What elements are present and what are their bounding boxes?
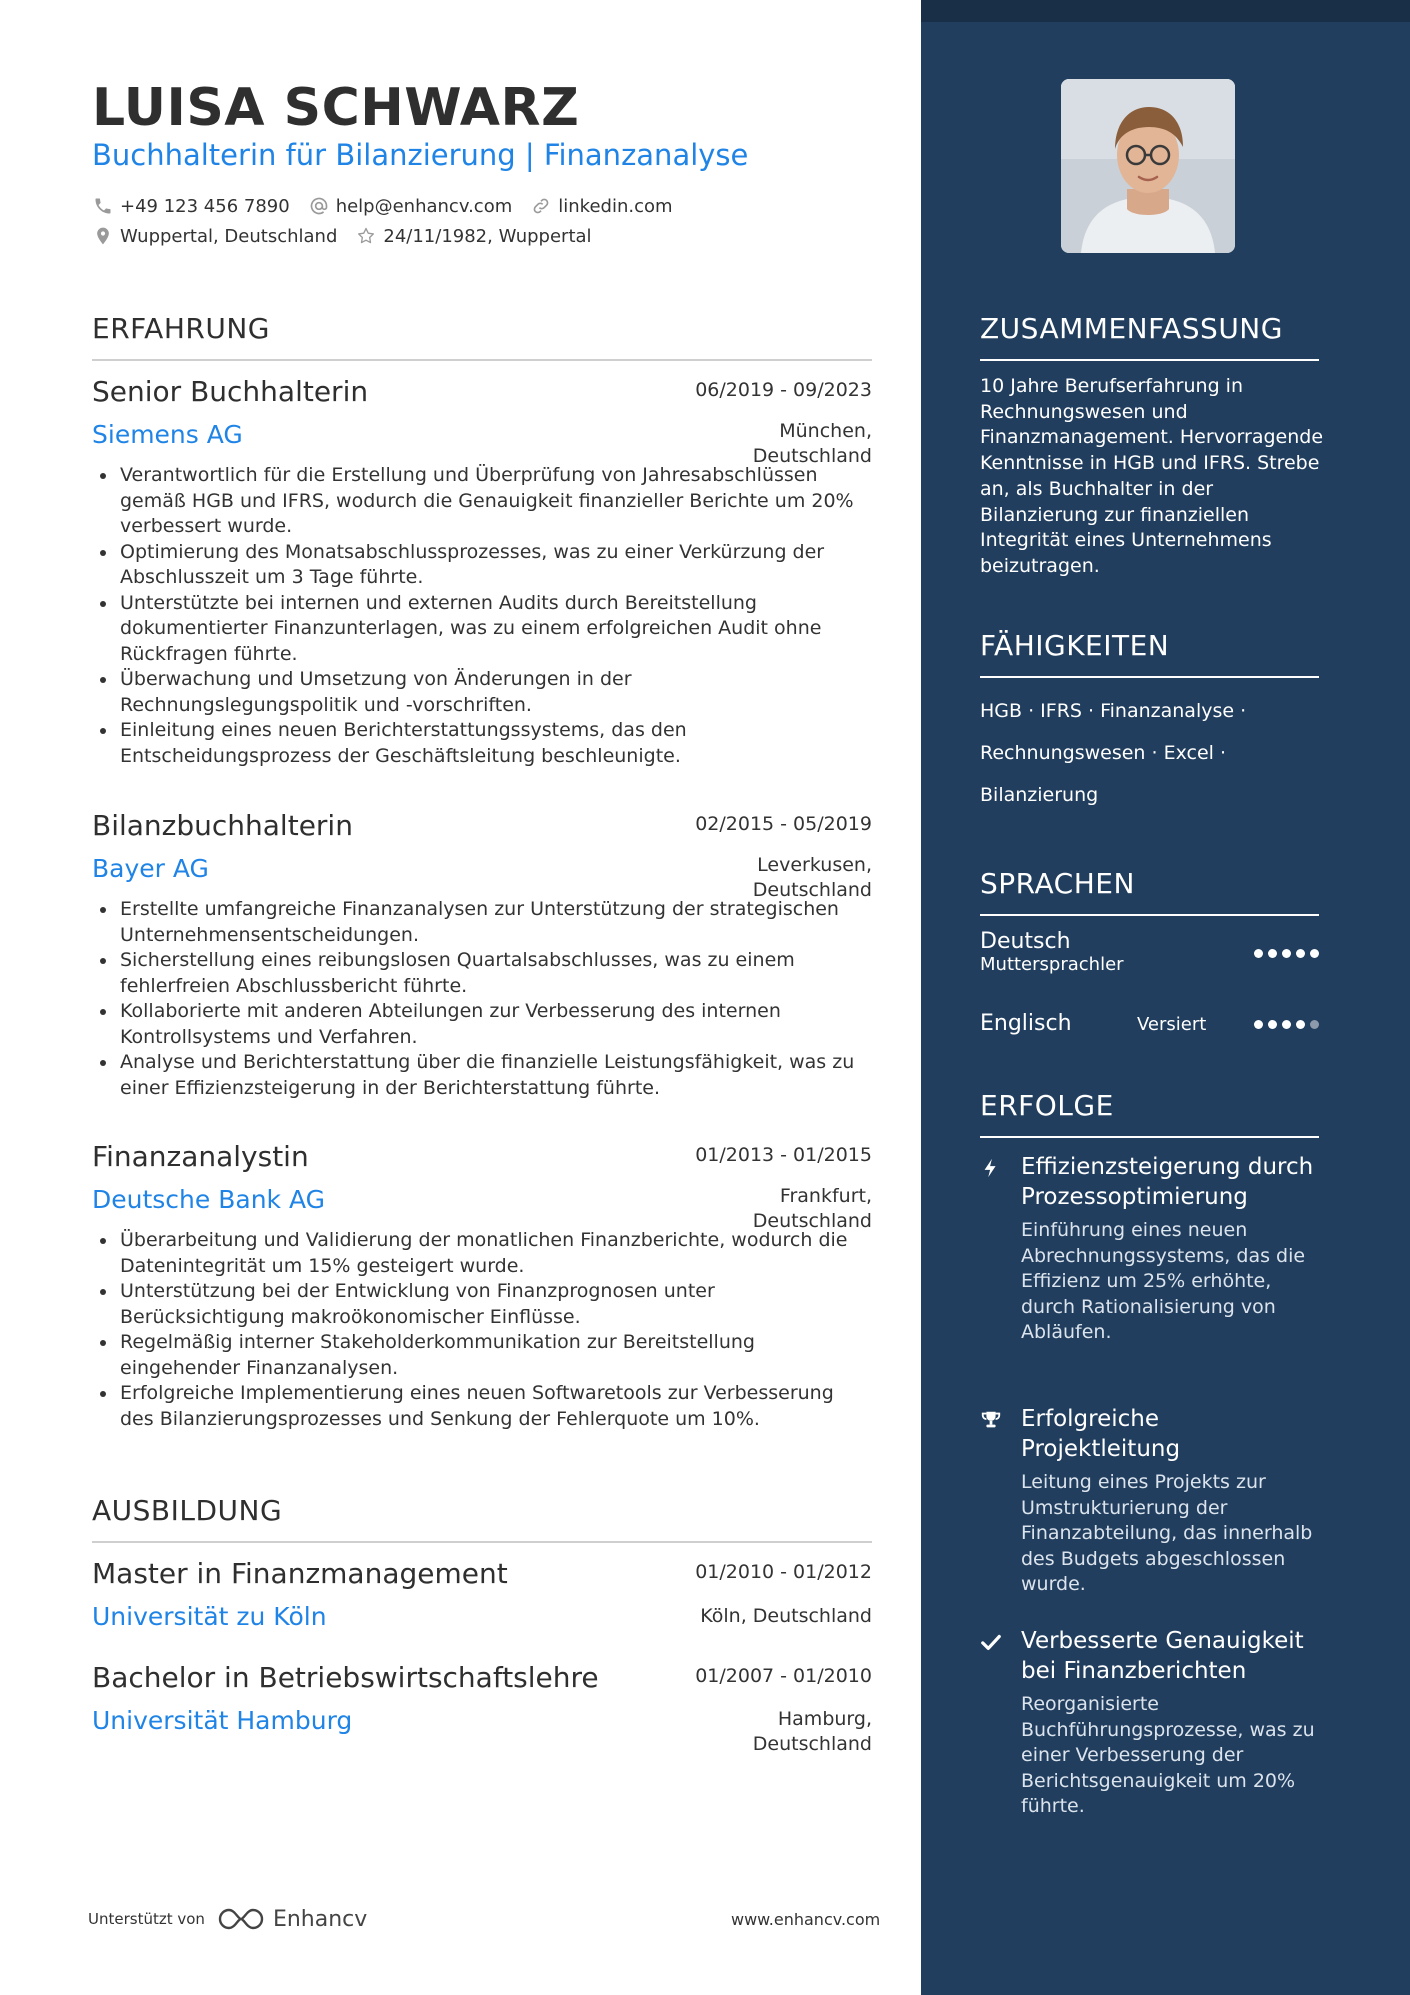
job-title: Senior Buchhalterin — [92, 375, 369, 408]
achievement-title: Verbesserte Genauigkeit bei Finanzberichten — [1021, 1628, 1304, 1684]
brand-logo[interactable] — [217, 1906, 367, 1932]
language-name: Deutsch — [980, 929, 1071, 954]
language-level: Versiert — [1137, 1014, 1207, 1035]
achievement-item — [980, 1626, 1325, 1820]
list-item: Überwachung und Umsetzung von Änderungen in der Rechnungslegungspolitik und -vorschriften. — [92, 667, 872, 718]
job-dates: 06/2019 - 09/2023 — [695, 379, 872, 401]
rating-dot-filled — [1254, 949, 1263, 958]
job-dates: 01/2013 - 01/2015 — [695, 1144, 872, 1166]
experience-entry — [92, 1140, 872, 1432]
check-icon — [980, 1630, 1002, 1654]
contact-linkedin[interactable] — [530, 195, 672, 217]
school-name[interactable]: Universität zu Köln — [92, 1602, 327, 1631]
achievement-item — [980, 1152, 1325, 1346]
candidate-name: LUISA SCHWARZ — [92, 78, 580, 138]
achievement-item — [980, 1404, 1325, 1598]
job-location: Leverkusen, Deutschland — [752, 854, 872, 901]
skill-tag: Bilanzierung — [980, 784, 1099, 806]
list-item: Verantwortlich für die Erstellung und Überprüfung von Jahresabschlüssen gemäß HGB und IFRS, wodurch die Genauigkeit finanzieller Berichte um 20% verbessert wurde. — [92, 463, 872, 540]
list-item: Unterstützung bei der Entwicklung von Finanzprognosen unter Berücksichtigung makroökonomischer Einflüsse. — [92, 1279, 872, 1330]
experience-entry — [92, 375, 872, 769]
achievements-section-title: ERFOLGE — [980, 1089, 1319, 1138]
footer-powered-by — [88, 1906, 367, 1932]
contact-phone[interactable] — [92, 195, 290, 217]
linkedin-text: linkedin.com — [558, 195, 673, 217]
avatar — [1061, 79, 1235, 253]
education-dates: 01/2007 - 01/2010 — [695, 1665, 872, 1687]
footer-website[interactable]: www.enhancv.com — [731, 1910, 881, 1929]
degree-title: Bachelor in Betriebswirtschaftslehre — [92, 1661, 599, 1694]
list-item: Sicherstellung eines reibungslosen Quartalsabschlusses, was zu einem fehlerfreien Abschlussbericht führte. — [92, 948, 872, 999]
list-item: Unterstützte bei internen und externen Audits durch Bereitstellung dokumentierter Finanzunterlagen, was zu einem erfolgreichen Audit ohne Rückfragen führte. — [92, 591, 872, 668]
rating-dot-filled — [1282, 1020, 1291, 1029]
rating-dot-filled — [1310, 949, 1319, 958]
contact-birth — [355, 225, 591, 247]
degree-title: Master in Finanzmanagement — [92, 1557, 508, 1590]
skill-tag: Finanzanalyse · — [1100, 700, 1247, 722]
achievement-title: Erfolgreiche Projektleitung — [1021, 1406, 1181, 1462]
rating-dot-filled — [1282, 949, 1291, 958]
job-bullets — [92, 897, 872, 1101]
experience-section-title: ERFAHRUNG — [92, 312, 872, 361]
summary-section-title: ZUSAMMENFASSUNG — [980, 312, 1319, 361]
language-item — [980, 929, 1319, 975]
language-item — [980, 1011, 1319, 1036]
contact-row-2 — [92, 225, 592, 247]
list-item: Kollaborierte mit anderen Abteilungen zur Verbesserung des internen Kontrollsystems und Verfahren. — [92, 999, 872, 1050]
achievement-description: Einführung eines neuen Abrechnungssystems, das die Effizienz um 25% erhöhte, durch Rationalisierung von Abläufen. — [1021, 1219, 1306, 1343]
trophy-icon — [980, 1408, 1002, 1432]
achievement-description: Reorganisierte Buchführungsprozesse, was zu einer Verbesserung der Berichtsgenauigkeit um 20% führte. — [1021, 1693, 1315, 1817]
email-text: help@enhancv.com — [335, 195, 513, 217]
sidebar-top-bar — [921, 0, 1410, 22]
job-location: München, Deutschland — [752, 420, 872, 467]
language-level: Muttersprachler — [980, 954, 1124, 975]
language-name: Englisch — [980, 1011, 1072, 1036]
education-entry — [92, 1661, 872, 1755]
summary-text: 10 Jahre Berufserfahrung in Rechnungswesen und Finanzmanagement. Hervorragende Kenntnisse in HGB und IFRS. Strebe an, als Buchhalter in der Bilanzierung zur finanziellen Integrität eines Unternehmens beizutragen. — [980, 375, 1324, 577]
location-pin-icon — [92, 225, 114, 247]
sidebar-column — [921, 0, 1410, 1995]
list-item: Erfolgreiche Implementierung eines neuen Softwaretools zur Verbesserung des Bilanzierungsprozesses und Senkung der Fehlerquote um 10%. — [92, 1381, 872, 1432]
job-bullets — [92, 463, 872, 769]
skill-tag: IFRS · — [1040, 700, 1101, 722]
contact-location — [92, 225, 337, 247]
phone-text: +49 123 456 7890 — [120, 195, 290, 217]
skills-section-title: FÄHIGKEITEN — [980, 629, 1319, 678]
portrait-photo-icon — [1061, 79, 1235, 253]
experience-entry — [92, 809, 872, 1101]
rating-dot-empty — [1310, 1020, 1319, 1029]
list-item: Optimierung des Monatsabschlussprozesses, was zu einer Verkürzung der Abschlusszeit um 3 Tage führte. — [92, 540, 872, 591]
language-rating — [1254, 1020, 1319, 1029]
job-company[interactable]: Deutsche Bank AG — [92, 1185, 325, 1214]
list-item: Regelmäßig interner Stakeholderkommunikation zur Bereitstellung eingehender Finanzanalysen. — [92, 1330, 872, 1381]
birth-text: 24/11/1982, Wuppertal — [383, 225, 592, 247]
job-title: Finanzanalystin — [92, 1140, 309, 1173]
achievement-title: Effizienzsteigerung durch Prozessoptimierung — [1021, 1154, 1314, 1210]
bolt-icon — [980, 1156, 1002, 1180]
rating-dot-filled — [1254, 1020, 1263, 1029]
rating-dot-filled — [1296, 949, 1305, 958]
link-icon — [530, 195, 552, 217]
education-entry — [92, 1557, 872, 1631]
job-title: Bilanzbuchhalterin — [92, 809, 353, 842]
rating-dot-filled — [1268, 949, 1277, 958]
education-section-title: AUSBILDUNG — [92, 1494, 872, 1543]
skill-tag: Excel · — [1163, 742, 1227, 764]
achievement-description: Leitung eines Projekts zur Umstrukturierung der Finanzabteilung, das innerhalb des Budgets abgeschlossen wurde. — [1021, 1471, 1313, 1595]
skill-tag: HGB · — [980, 700, 1041, 722]
education-dates: 01/2010 - 01/2012 — [695, 1561, 872, 1583]
job-dates: 02/2015 - 05/2019 — [695, 813, 872, 835]
job-company[interactable]: Siemens AG — [92, 420, 243, 449]
contact-email[interactable] — [308, 195, 513, 217]
star-icon — [355, 225, 377, 247]
phone-icon — [92, 195, 114, 217]
education-location: Köln, Deutschland — [700, 1605, 872, 1627]
skills-list — [980, 690, 1325, 816]
skill-tag: Rechnungswesen · — [980, 742, 1164, 764]
education-location: Hamburg, Deutschland — [752, 1708, 872, 1755]
infinity-logo-icon — [217, 1906, 265, 1932]
languages-section-title: SPRACHEN — [980, 867, 1319, 916]
list-item: Erstellte umfangreiche Finanzanalysen zur Unterstützung der strategischen Unternehmensentscheidungen. — [92, 897, 872, 948]
at-icon — [308, 195, 330, 217]
list-item: Einleitung eines neuen Berichterstattungssystems, das den Entscheidungsprozess der Geschäftsleitung beschleunigte. — [92, 718, 872, 769]
rating-dot-filled — [1296, 1020, 1305, 1029]
job-location: Frankfurt, Deutschland — [752, 1185, 872, 1232]
school-name[interactable]: Universität Hamburg — [92, 1706, 353, 1735]
powered-by-text: Unterstützt von — [88, 1910, 205, 1928]
rating-dot-filled — [1268, 1020, 1277, 1029]
language-rating — [1254, 949, 1319, 958]
candidate-headline: Buchhalterin für Bilanzierung | Finanzanalyse — [92, 138, 749, 172]
job-company[interactable]: Bayer AG — [92, 854, 209, 883]
job-bullets — [92, 1228, 872, 1432]
brand-name: Enhancv — [272, 1906, 368, 1932]
contact-row-1 — [92, 195, 673, 217]
list-item: Analyse und Berichterstattung über die finanzielle Leistungsfähigkeit, was zu einer Effizienzsteigerung in der Berichterstattung führte. — [92, 1050, 872, 1101]
list-item: Überarbeitung und Validierung der monatlichen Finanzberichte, wodurch die Datenintegrität um 15% gesteigert wurde. — [92, 1228, 872, 1279]
location-text: Wuppertal, Deutschland — [120, 225, 338, 247]
